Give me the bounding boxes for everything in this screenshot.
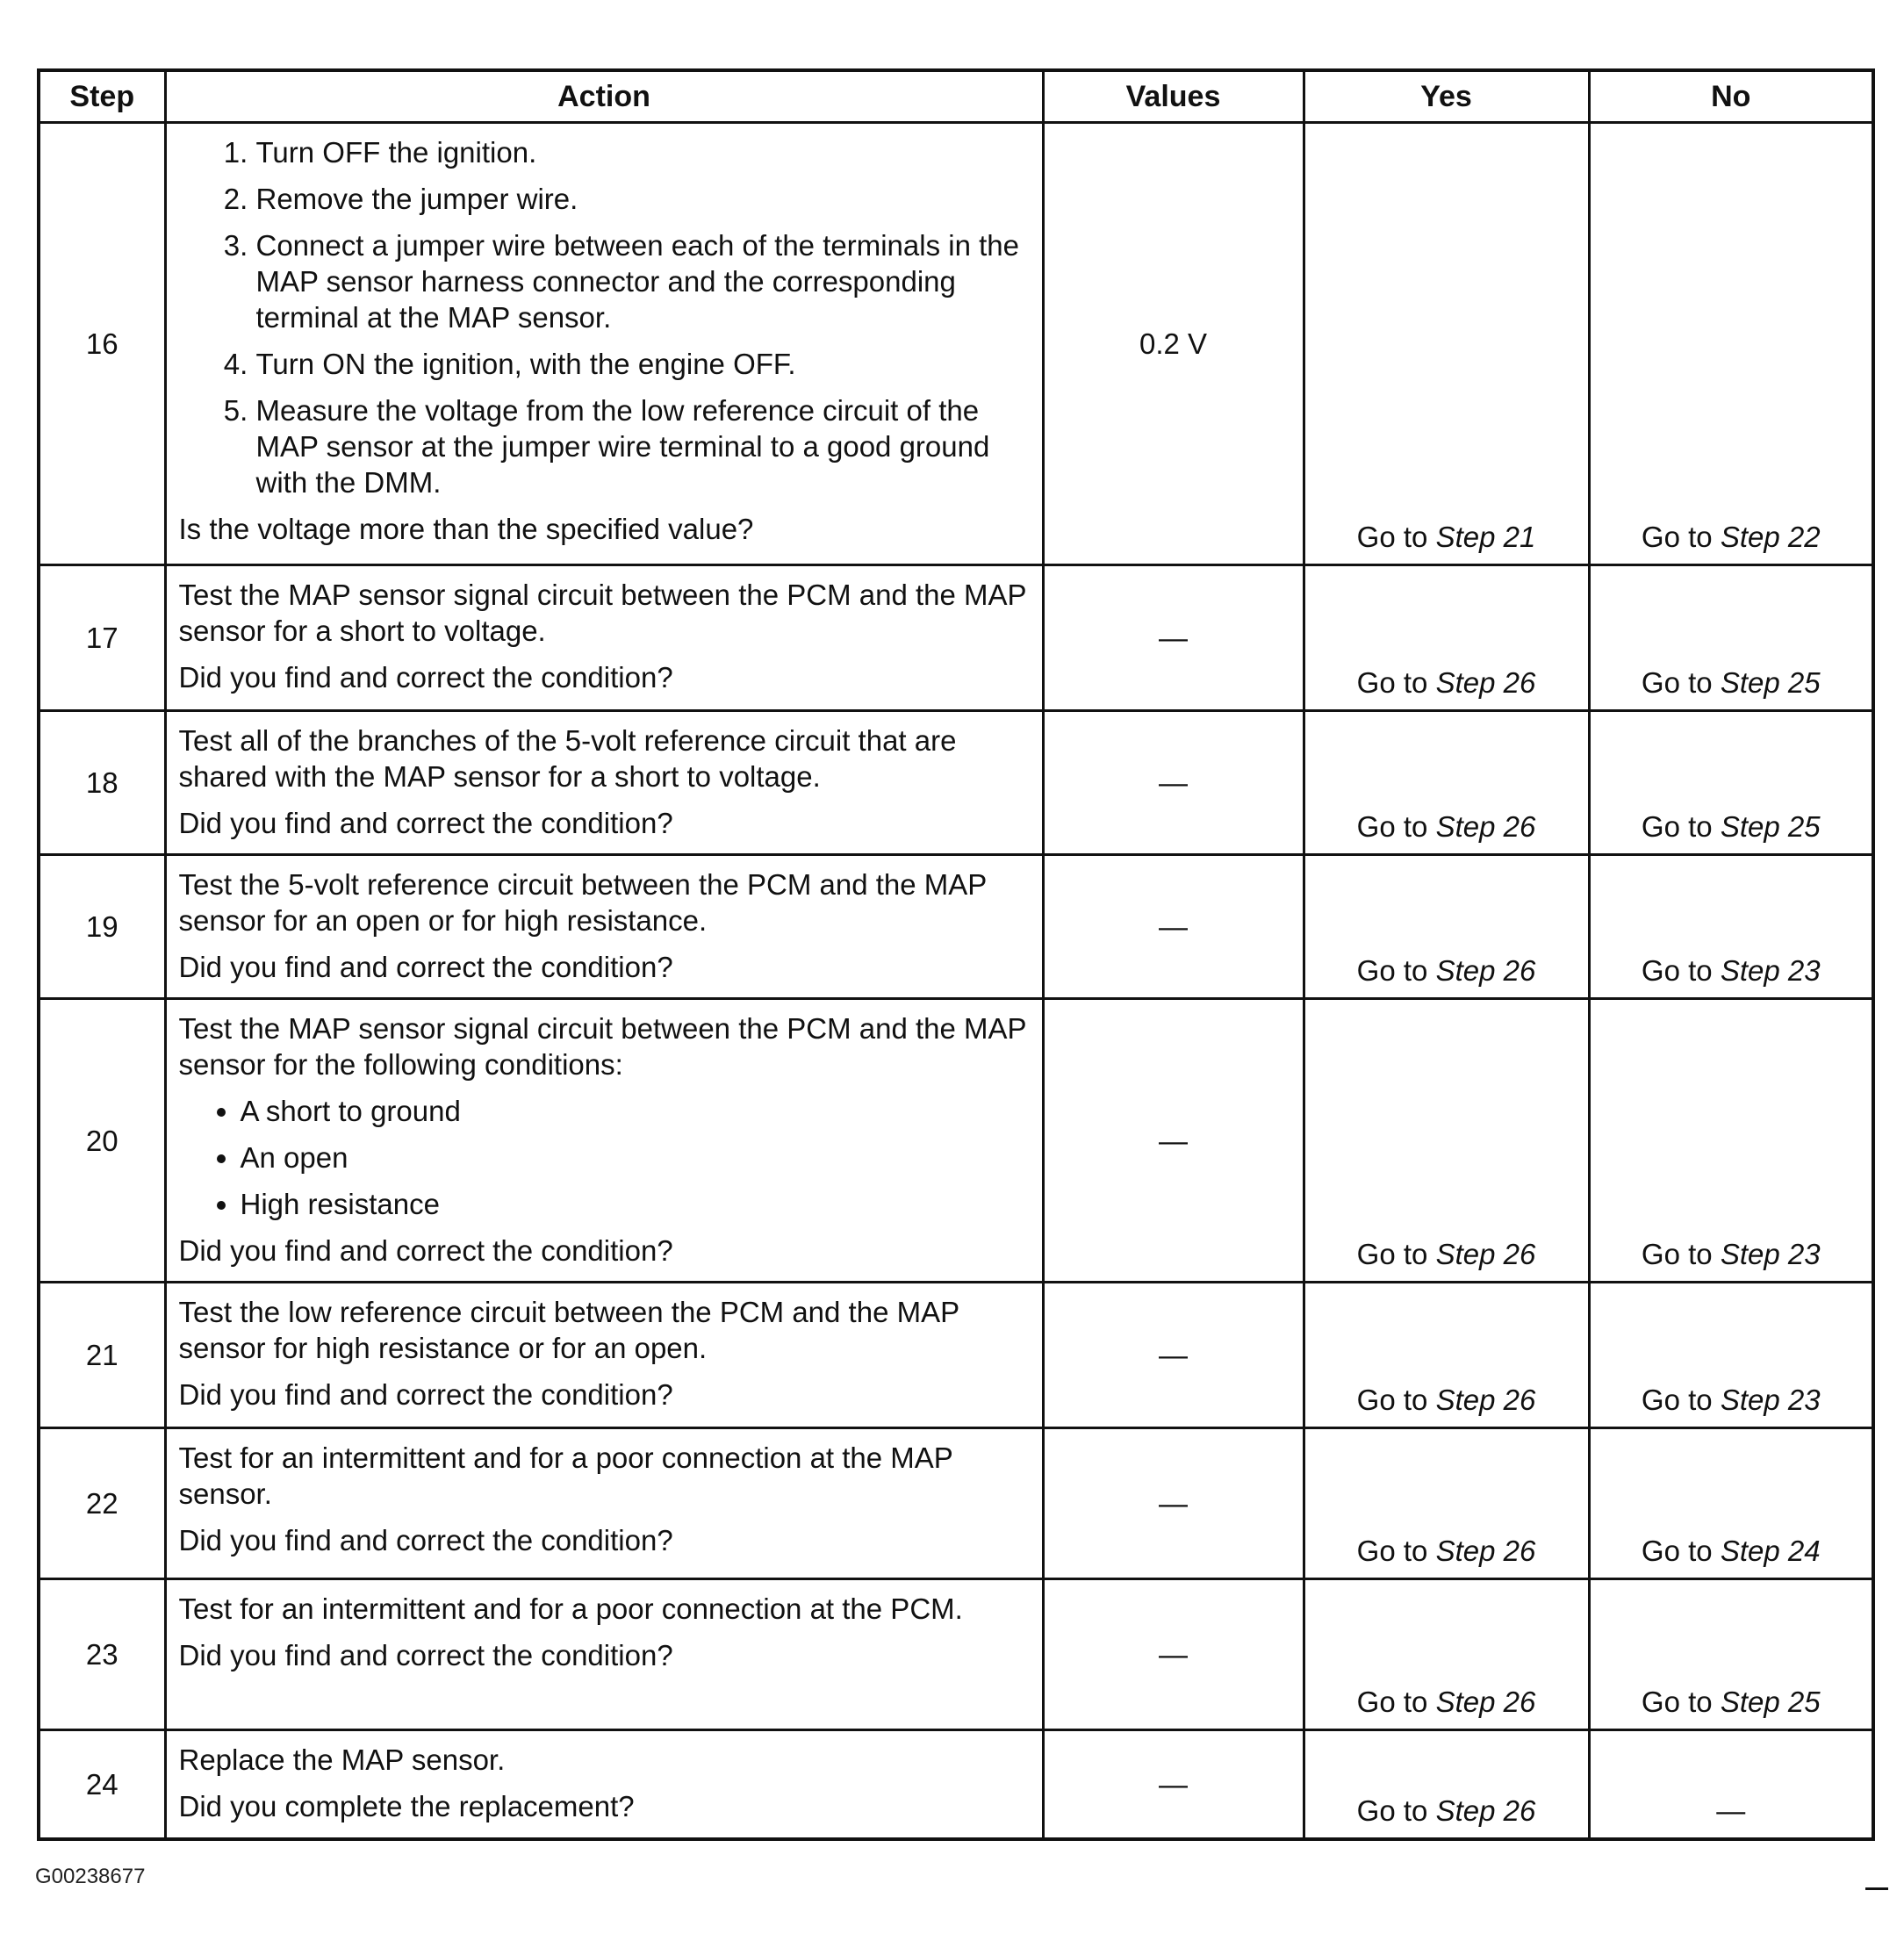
action-cell <box>165 1283 1043 1428</box>
header-action: Action <box>165 70 1043 123</box>
value-cell: — <box>1043 1730 1304 1839</box>
value-cell: — <box>1043 711 1304 855</box>
yes-cell <box>1304 565 1589 711</box>
action-cell <box>165 565 1043 711</box>
action-text: Replace the MAP sensor. <box>178 1743 506 1776</box>
action-steps-list <box>179 134 1031 500</box>
step-number: 18 <box>39 711 165 855</box>
action-bullet-item: • High resistance <box>241 1186 1031 1222</box>
action-step-item: 1. Turn OFF the ignition. <box>256 134 1031 170</box>
goto-step: Step 26 <box>1435 1686 1536 1718</box>
action-question: Did you find and correct the condition? <box>178 1639 673 1671</box>
goto-step: Step 26 <box>1435 666 1536 699</box>
value-cell: — <box>1043 1428 1304 1579</box>
action-cell <box>165 855 1043 999</box>
step-number: 20 <box>39 999 165 1283</box>
no-cell <box>1589 1579 1873 1730</box>
goto-step: Step 23 <box>1720 1238 1821 1270</box>
goto-step: Step 26 <box>1435 1535 1536 1567</box>
goto-prefix: Go to <box>1641 521 1713 553</box>
table-row <box>39 1428 1873 1579</box>
action-text: Test for an intermittent and for a poor connection at the PCM. <box>178 1592 963 1625</box>
goto-step: Step 26 <box>1435 954 1536 987</box>
figure-id: G00238677 <box>35 1865 146 1888</box>
goto-prefix: Go to <box>1356 1384 1428 1416</box>
goto-prefix: Go to <box>1356 1238 1428 1270</box>
action-text: Test the MAP sensor signal circuit between the PCM and the MAP sensor for the following conditions: <box>178 1012 1026 1081</box>
action-text: Test all of the branches of the 5-volt reference circuit that are shared with the MAP sensor for a short to voltage. <box>178 724 957 793</box>
goto-prefix: Go to <box>1356 954 1428 987</box>
goto-prefix: Go to <box>1641 1238 1713 1270</box>
action-text: Test the MAP sensor signal circuit between the PCM and the MAP sensor for a short to voltage. <box>178 579 1026 647</box>
action-question: Is the voltage more than the specified value? <box>178 513 754 545</box>
goto-prefix: Go to <box>1641 1384 1713 1416</box>
header-yes: Yes <box>1304 70 1589 123</box>
step-number: 24 <box>39 1730 165 1839</box>
action-step-item: 4. Turn ON the ignition, with the engine OFF. <box>256 346 1031 382</box>
action-question: Did you find and correct the condition? <box>178 1234 673 1267</box>
corner-mark <box>1865 1887 1888 1890</box>
header-values: Values <box>1043 70 1304 123</box>
goto-step: Step 23 <box>1720 954 1821 987</box>
no-cell <box>1589 855 1873 999</box>
action-text: Test for an intermittent and for a poor connection at the MAP sensor. <box>178 1441 953 1510</box>
goto-step: Step 24 <box>1720 1535 1821 1567</box>
step-number: 17 <box>39 565 165 711</box>
action-step-item: 5. Measure the voltage from the low reference circuit of the MAP sensor at the jumper wire terminal to a good ground with the DMM. <box>256 392 1031 500</box>
goto-prefix: Go to <box>1641 1686 1713 1718</box>
no-cell <box>1589 711 1873 855</box>
goto-step: Step 25 <box>1720 810 1821 843</box>
action-cell <box>165 1579 1043 1730</box>
table-row <box>39 1283 1873 1428</box>
value-cell: — <box>1043 999 1304 1283</box>
value-cell: — <box>1043 565 1304 711</box>
goto-step: Step 22 <box>1720 521 1821 553</box>
no-cell <box>1589 999 1873 1283</box>
yes-cell <box>1304 123 1589 565</box>
step-number: 22 <box>39 1428 165 1579</box>
goto-step: Step 25 <box>1720 1686 1821 1718</box>
table-row <box>39 123 1873 565</box>
goto-prefix: Go to <box>1356 666 1428 699</box>
step-number: 16 <box>39 123 165 565</box>
action-question: Did you find and correct the condition? <box>178 807 673 839</box>
action-question: Did you find and correct the condition? <box>178 1378 673 1411</box>
goto-prefix: Go to <box>1356 1794 1428 1827</box>
header-no: No <box>1589 70 1873 123</box>
value-cell: — <box>1043 855 1304 999</box>
goto-prefix: Go to <box>1356 521 1428 553</box>
goto-prefix: Go to <box>1641 666 1713 699</box>
goto-step: Step 26 <box>1435 1238 1536 1270</box>
action-text: Test the low reference circuit between the PCM and the MAP sensor for high resistance or for an open. <box>178 1296 959 1364</box>
diagnostic-table <box>37 68 1875 1841</box>
no-cell <box>1589 1283 1873 1428</box>
goto-step: Step 23 <box>1720 1384 1821 1416</box>
yes-cell <box>1304 855 1589 999</box>
value-cell: 0.2 V <box>1043 123 1304 565</box>
action-question: Did you find and correct the condition? <box>178 1524 673 1556</box>
goto-step: Step 26 <box>1435 1384 1536 1416</box>
action-bullet-item: • An open <box>241 1139 1031 1175</box>
no-cell <box>1589 1428 1873 1579</box>
action-cell <box>165 1428 1043 1579</box>
table-row <box>39 711 1873 855</box>
goto-prefix: Go to <box>1356 810 1428 843</box>
action-cell <box>165 1730 1043 1839</box>
action-step-item: 3. Connect a jumper wire between each of the terminals in the MAP sensor harness connector and the corresponding terminal at the MAP sensor. <box>256 227 1031 335</box>
action-bullet-item: • A short to ground <box>241 1093 1031 1129</box>
action-cell <box>165 123 1043 565</box>
header-step: Step <box>39 70 165 123</box>
table-row <box>39 565 1873 711</box>
yes-cell <box>1304 1579 1589 1730</box>
goto-prefix: Go to <box>1641 810 1713 843</box>
no-cell <box>1589 123 1873 565</box>
no-cell-dash: — <box>1716 1794 1746 1827</box>
action-step-item: 2. Remove the jumper wire. <box>256 181 1031 217</box>
table-row <box>39 999 1873 1283</box>
no-cell <box>1589 565 1873 711</box>
action-question: Did you complete the replacement? <box>178 1790 635 1822</box>
yes-cell <box>1304 1730 1589 1839</box>
yes-cell <box>1304 999 1589 1283</box>
table-row <box>39 855 1873 999</box>
goto-prefix: Go to <box>1641 1535 1713 1567</box>
action-question: Did you find and correct the condition? <box>178 661 673 694</box>
yes-cell <box>1304 1428 1589 1579</box>
goto-prefix: Go to <box>1356 1686 1428 1718</box>
table-row <box>39 1730 1873 1839</box>
header-row <box>39 70 1873 123</box>
step-number: 23 <box>39 1579 165 1730</box>
step-number: 21 <box>39 1283 165 1428</box>
action-text: Test the 5-volt reference circuit between the PCM and the MAP sensor for an open or for high resistance. <box>178 868 987 937</box>
goto-step: Step 25 <box>1720 666 1821 699</box>
value-cell: — <box>1043 1283 1304 1428</box>
yes-cell <box>1304 711 1589 855</box>
action-question: Did you find and correct the condition? <box>178 951 673 983</box>
table-body <box>39 123 1873 1839</box>
no-cell <box>1589 1730 1873 1839</box>
goto-step: Step 21 <box>1435 521 1536 553</box>
goto-prefix: Go to <box>1641 954 1713 987</box>
action-bullets-list <box>179 1093 1031 1222</box>
yes-cell <box>1304 1283 1589 1428</box>
action-cell <box>165 999 1043 1283</box>
value-cell: — <box>1043 1579 1304 1730</box>
goto-step: Step 26 <box>1435 1794 1536 1827</box>
goto-prefix: Go to <box>1356 1535 1428 1567</box>
step-number: 19 <box>39 855 165 999</box>
table-row <box>39 1579 1873 1730</box>
action-cell <box>165 711 1043 855</box>
goto-step: Step 26 <box>1435 810 1536 843</box>
